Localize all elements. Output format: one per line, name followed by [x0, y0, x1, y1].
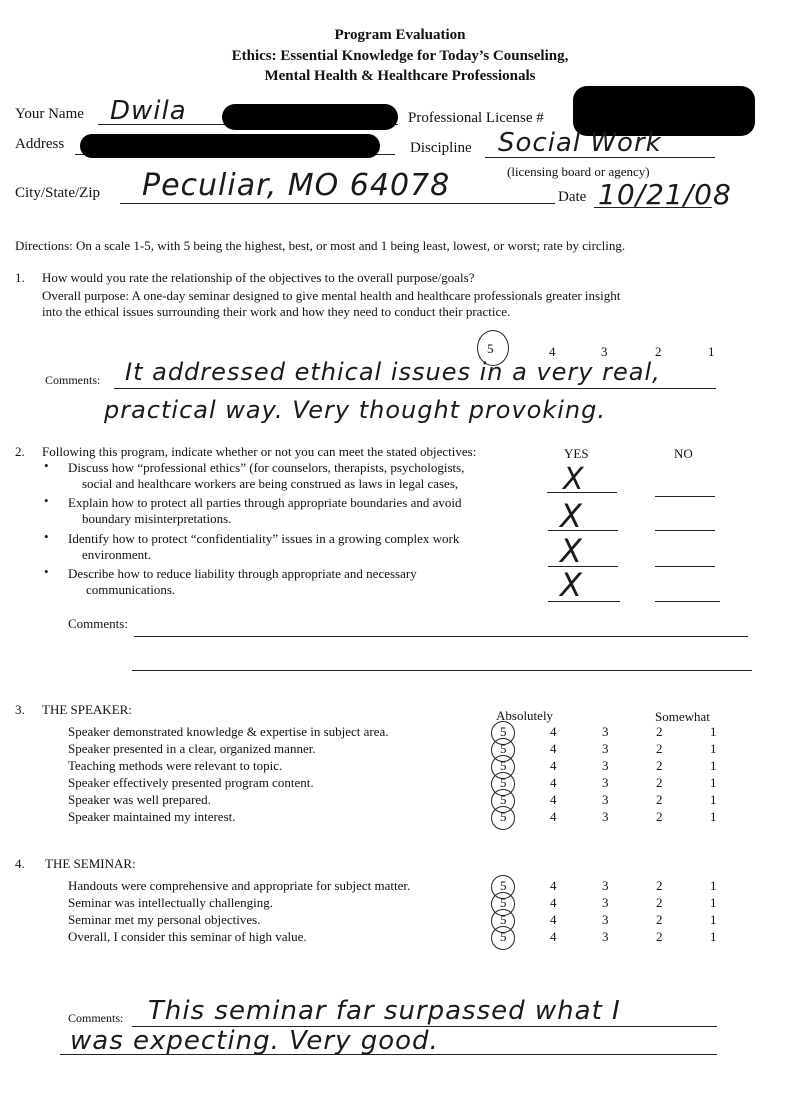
q4-item-2: Seminar was intellectually challenging.	[68, 895, 274, 910]
q3-item-3-scale-1[interactable]: 1	[710, 758, 717, 773]
q3-item-2-scale-2[interactable]: 2	[656, 741, 663, 756]
q1-scale-1[interactable]: 1	[708, 344, 715, 359]
q1-scale-5[interactable]: 5	[487, 341, 494, 356]
q4-item-1-scale-5[interactable]: 5	[500, 878, 507, 893]
q4-item-1-scale-3[interactable]: 3	[602, 878, 609, 893]
q3-item-5-scale-5[interactable]: 5	[500, 792, 507, 807]
q3-item-6-selection-circle	[491, 806, 515, 830]
q4-item-1-scale-2[interactable]: 2	[656, 878, 663, 893]
q2-no-label: NO	[674, 446, 693, 461]
address-label: Address	[15, 136, 65, 152]
q2-yes-line-3	[548, 566, 618, 567]
q1-comment-2[interactable]: practical way. Very thought provoking.	[104, 396, 607, 424]
licensing-note: (licensing board or agency)	[507, 164, 650, 179]
q2-objective-4b: communications.	[86, 582, 176, 597]
q4-item-2-scale-4[interactable]: 4	[550, 895, 557, 910]
q2-mark-3[interactable]: X	[560, 532, 583, 570]
q1-scale-2[interactable]: 2	[655, 344, 662, 359]
q4-item-2-scale-5[interactable]: 5	[500, 895, 507, 910]
q3-item-2-scale-3[interactable]: 3	[602, 741, 609, 756]
q2-bullet-4: •	[44, 564, 49, 579]
q4-item-3-scale-1[interactable]: 1	[710, 912, 717, 927]
q3-item-3: Teaching methods were relevant to topic.	[68, 758, 283, 773]
q3-item-5-scale-1[interactable]: 1	[710, 792, 717, 807]
q4-item-4-scale-3[interactable]: 3	[602, 929, 609, 944]
q3-item-5: Speaker was well prepared.	[68, 792, 211, 807]
q1-comment-1[interactable]: It addressed ethical issues in a very real,	[125, 358, 661, 386]
q4-item-2-scale-2[interactable]: 2	[656, 895, 663, 910]
q2-question: Following this program, indicate whether or not you can meet the stated objectives:	[42, 444, 477, 459]
q2-bullet-2: •	[44, 493, 49, 508]
q3-low-label: Somewhat	[655, 709, 710, 724]
q4-item-3-scale-5[interactable]: 5	[500, 912, 507, 927]
q1-question: How would you rate the relationship of the objectives to the overall purpose/goals?	[42, 270, 475, 285]
q4-item-3-scale-2[interactable]: 2	[656, 912, 663, 927]
q3-item-1-scale-4[interactable]: 4	[550, 724, 557, 739]
q3-number: 3.	[15, 702, 25, 717]
q3-high-label: Absolutely	[496, 708, 554, 723]
q3-item-3-scale-2[interactable]: 2	[656, 758, 663, 773]
q3-item-6-scale-4[interactable]: 4	[550, 809, 557, 824]
q3-item-1-scale-5[interactable]: 5	[500, 724, 507, 739]
q3-item-2-scale-5[interactable]: 5	[500, 741, 507, 756]
q3-item-4-scale-1[interactable]: 1	[710, 775, 717, 790]
q2-no-line-2	[655, 530, 715, 531]
q2-objective-1b: social and healthcare workers are being construed as laws in legal cases,	[82, 476, 459, 491]
directions: Directions: On a scale 1-5, with 5 being the highest, best, or most and 1 being least, lowest, or worst; rate by circling.	[15, 238, 626, 253]
q4-item-2-scale-1[interactable]: 1	[710, 895, 717, 910]
q2-number: 2.	[15, 444, 25, 459]
discipline-label: Discipline	[410, 140, 472, 156]
q4-item-4-scale-4[interactable]: 4	[550, 929, 557, 944]
final-comment-1[interactable]: This seminar far surpassed what I	[148, 996, 621, 1026]
q1-purpose-2: into the ethical issues surrounding their work and how they need to conduct their practice.	[42, 304, 511, 319]
final-comment-2[interactable]: was expecting. Very good.	[70, 1026, 439, 1056]
q2-comment-line-1[interactable]	[134, 636, 748, 637]
q4-item-3-scale-4[interactable]: 4	[550, 912, 557, 927]
city-label: City/State/Zip	[15, 185, 100, 201]
q1-number: 1.	[15, 270, 25, 285]
q2-objective-4: Describe how to reduce liability through appropriate and necessary	[68, 566, 417, 581]
city-line	[120, 203, 555, 204]
q2-bullet-3: •	[44, 529, 49, 544]
date-value[interactable]: 10/21/08	[598, 178, 732, 211]
q3-item-3-scale-4[interactable]: 4	[550, 758, 557, 773]
q2-yes-line-4	[548, 601, 620, 602]
q3-item-1-scale-2[interactable]: 2	[656, 724, 663, 739]
q1-scale-3[interactable]: 3	[601, 344, 608, 359]
q2-yes-line-2	[548, 530, 618, 531]
q2-objective-2b: boundary misinterpretations.	[82, 511, 232, 526]
q4-item-1: Handouts were comprehensive and appropriate for subject matter.	[68, 878, 411, 893]
q4-item-1-scale-1[interactable]: 1	[710, 878, 717, 893]
final-comments-label: Comments:	[68, 1011, 124, 1025]
date-label: Date	[558, 189, 587, 205]
name-label: Your Name	[15, 106, 84, 122]
q3-heading: THE SPEAKER:	[42, 702, 132, 717]
q2-comment-line-2[interactable]	[132, 670, 752, 671]
q4-item-2-scale-3[interactable]: 3	[602, 895, 609, 910]
q3-item-4-scale-3[interactable]: 3	[602, 775, 609, 790]
q2-objective-3: Identify how to protect “confidentiality” issues in a growing complex work	[68, 531, 460, 546]
q4-item-1-scale-4[interactable]: 4	[550, 878, 557, 893]
q3-item-6-scale-2[interactable]: 2	[656, 809, 663, 824]
q4-item-4-scale-5[interactable]: 5	[500, 929, 507, 944]
discipline-value[interactable]: Social Work	[498, 128, 662, 158]
q3-item-3-scale-5[interactable]: 5	[500, 758, 507, 773]
q3-item-1-scale-3[interactable]: 3	[602, 724, 609, 739]
page-subtitle-2: Mental Health & Healthcare Professionals	[264, 68, 536, 84]
q4-item-3-scale-3[interactable]: 3	[602, 912, 609, 927]
q2-mark-4[interactable]: X	[560, 566, 583, 604]
q1-comment-line-1	[114, 388, 716, 389]
q3-item-1: Speaker demonstrated knowledge & expertise in subject area.	[68, 724, 389, 739]
name-redaction	[222, 104, 398, 130]
q3-item-4-scale-5[interactable]: 5	[500, 775, 507, 790]
q2-comments-label: Comments:	[68, 616, 128, 631]
q3-item-4-scale-4[interactable]: 4	[550, 775, 557, 790]
q3-item-4-scale-2[interactable]: 2	[656, 775, 663, 790]
page-subtitle-1: Ethics: Essential Knowledge for Today’s Counseling,	[231, 48, 569, 64]
q4-item-3: Seminar met my personal objectives.	[68, 912, 261, 927]
q3-item-6-scale-1[interactable]: 1	[710, 809, 717, 824]
address-redaction	[80, 134, 380, 158]
q4-item-4-selection-circle	[491, 926, 515, 950]
q2-objective-2: Explain how to protect all parties through appropriate boundaries and avoid	[68, 495, 462, 510]
city-value[interactable]: Peculiar, MO 64078	[142, 168, 451, 203]
q4-item-4-scale-2[interactable]: 2	[656, 929, 663, 944]
q3-item-2: Speaker presented in a clear, organized manner.	[68, 741, 316, 756]
q3-item-4: Speaker effectively presented program content.	[68, 775, 314, 790]
name-value[interactable]: Dwila	[110, 96, 187, 126]
q3-item-3-scale-3[interactable]: 3	[602, 758, 609, 773]
page-title: Program Evaluation	[334, 27, 466, 43]
q3-item-2-scale-4[interactable]: 4	[550, 741, 557, 756]
q1-purpose-1: Overall purpose: A one-day seminar designed to give mental health and healthcare professionals greater insight	[42, 288, 621, 303]
q3-item-5-scale-3[interactable]: 3	[602, 792, 609, 807]
q1-scale-4[interactable]: 4	[549, 344, 556, 359]
q3-item-6-scale-3[interactable]: 3	[602, 809, 609, 824]
q2-no-line-3	[655, 566, 715, 567]
q3-item-6-scale-5[interactable]: 5	[500, 809, 507, 824]
q2-mark-2[interactable]: X	[560, 497, 583, 535]
q3-item-5-scale-2[interactable]: 2	[656, 792, 663, 807]
license-label: Professional License #	[408, 110, 544, 126]
q4-item-4: Overall, I consider this seminar of high value.	[68, 929, 307, 944]
q2-no-line-4	[655, 601, 720, 602]
q1-comments-label: Comments:	[45, 373, 101, 387]
q2-mark-1[interactable]: X	[563, 462, 585, 497]
q3-item-5-scale-4[interactable]: 4	[550, 792, 557, 807]
q4-heading: THE SEMINAR:	[45, 856, 136, 871]
q3-item-1-scale-1[interactable]: 1	[710, 724, 717, 739]
q3-item-2-scale-1[interactable]: 1	[710, 741, 717, 756]
q2-yes-label: YES	[564, 446, 589, 461]
q2-bullet-1: •	[44, 458, 49, 473]
q4-item-4-scale-1[interactable]: 1	[710, 929, 717, 944]
q4-number: 4.	[15, 856, 25, 871]
q3-item-6: Speaker maintained my interest.	[68, 809, 236, 824]
q2-objective-1: Discuss how “professional ethics” (for counselors, therapists, psychologists,	[68, 460, 465, 475]
q2-no-line-1	[655, 496, 715, 497]
q2-objective-3b: environment.	[82, 547, 151, 562]
